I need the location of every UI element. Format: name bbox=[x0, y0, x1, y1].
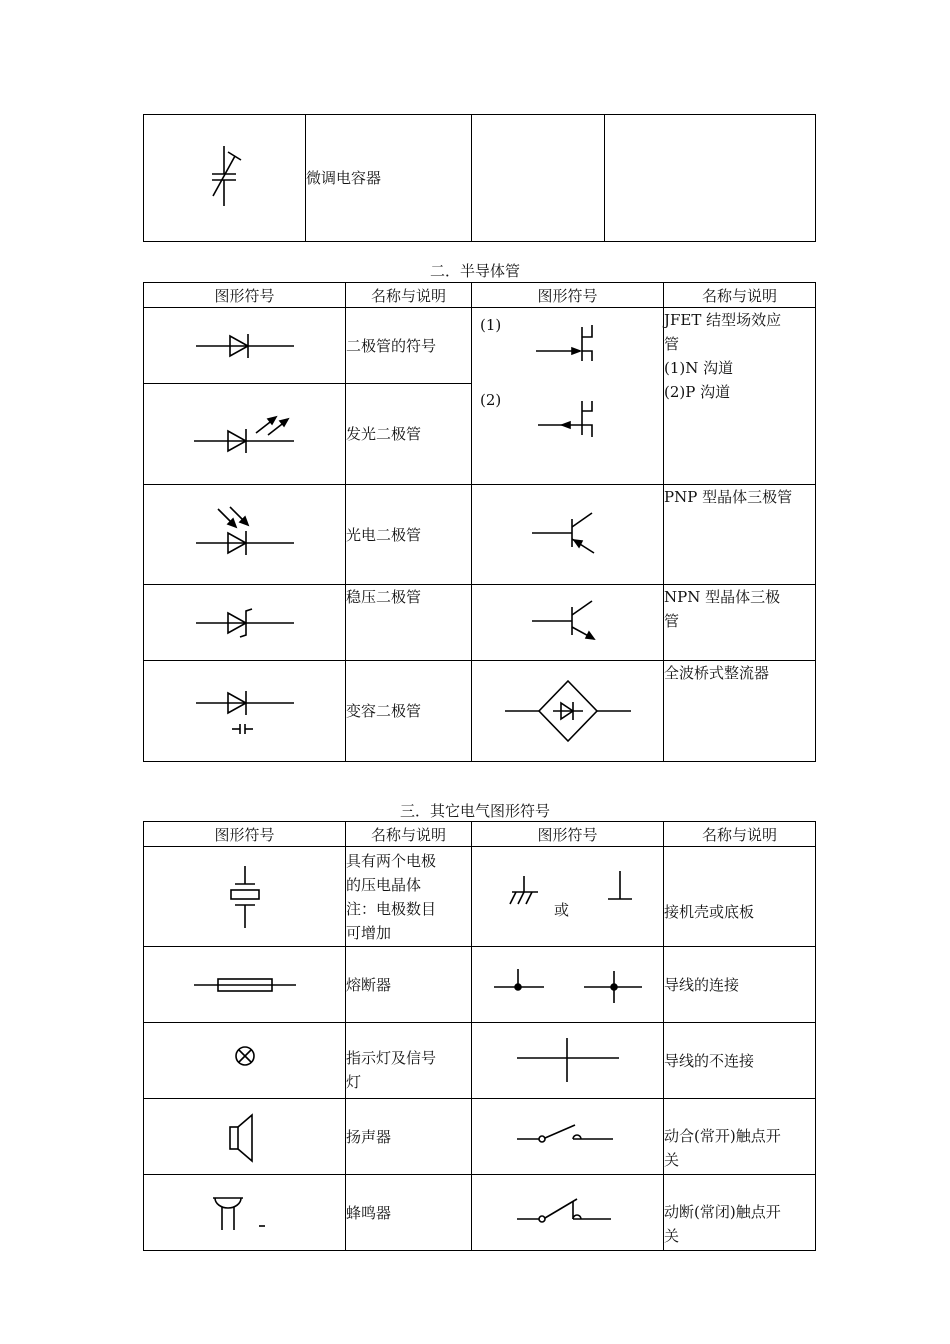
piezo-line2: 的压电晶体 bbox=[346, 875, 422, 894]
lamp-symbol bbox=[144, 1023, 346, 1099]
ground-plate-icon bbox=[600, 867, 640, 907]
led-label: 发光二极管 bbox=[346, 384, 472, 485]
lamp-line1: 指示灯及信号 bbox=[346, 1049, 437, 1067]
jfet-description bbox=[664, 308, 816, 485]
jfet-line1: JFET 结型场效应 bbox=[664, 311, 782, 329]
crossing-symbol bbox=[472, 1023, 664, 1099]
pnp-transistor-icon bbox=[528, 505, 608, 565]
trimmer-capacitor-symbol bbox=[144, 115, 306, 242]
buzzer-symbol bbox=[144, 1175, 346, 1251]
pnp-symbol bbox=[472, 485, 664, 585]
crossing-label: 导线的不连接 bbox=[664, 1023, 816, 1099]
no-switch-label bbox=[664, 1099, 816, 1175]
diode-label: 二极管的符号 bbox=[346, 308, 472, 384]
zener-label: 稳压二极管 bbox=[346, 585, 472, 661]
piezo-label bbox=[346, 847, 472, 947]
led-icon bbox=[190, 409, 300, 459]
photodiode-label: 光电二极管 bbox=[346, 485, 472, 585]
bridge-rectifier-symbol bbox=[472, 661, 664, 762]
photodiode-icon bbox=[190, 505, 300, 565]
npn-transistor-icon bbox=[528, 593, 608, 653]
npn-symbol bbox=[472, 585, 664, 661]
trimmer-capacitor-icon bbox=[195, 138, 255, 218]
ground-or-text: 或 bbox=[554, 901, 570, 919]
nc-switch-symbol bbox=[472, 1175, 664, 1251]
jfet-line2: 管 bbox=[664, 335, 680, 353]
fuse-label: 熔断器 bbox=[346, 947, 472, 1023]
empty-cell bbox=[605, 115, 816, 242]
jfet-line3: (1)N 沟道 bbox=[664, 359, 734, 377]
header-symbol: 图形符号 bbox=[144, 283, 346, 308]
speaker-label: 扬声器 bbox=[346, 1099, 472, 1175]
no-switch-symbol bbox=[472, 1099, 664, 1175]
photodiode-symbol bbox=[144, 485, 346, 585]
header-name: 名称与说明 bbox=[664, 822, 816, 847]
pnp-label: PNP 型晶体三极管 bbox=[664, 485, 816, 585]
nc-switch-label bbox=[664, 1175, 816, 1251]
varactor-label: 变容二极管 bbox=[346, 661, 472, 762]
zener-symbol bbox=[144, 585, 346, 661]
header-symbol: 图形符号 bbox=[472, 822, 664, 847]
buzzer-icon bbox=[205, 1188, 285, 1238]
varactor-icon bbox=[190, 681, 300, 741]
empty-cell bbox=[472, 115, 605, 242]
npn-line1: NPN 型晶体三极 bbox=[664, 588, 781, 606]
varactor-symbol bbox=[144, 661, 346, 762]
wire-junction-icon bbox=[488, 965, 648, 1005]
piezo-line1: 具有两个电极 bbox=[346, 851, 437, 870]
zener-diode-icon bbox=[190, 603, 300, 643]
other-symbols-table bbox=[143, 821, 816, 1251]
header-name: 名称与说明 bbox=[346, 822, 472, 847]
chassis-ground-icon bbox=[506, 872, 546, 912]
indicator-lamp-icon bbox=[230, 1041, 260, 1071]
section2-title: 二．半导体管 bbox=[429, 262, 520, 280]
diode-icon bbox=[190, 326, 300, 366]
piezo-symbol bbox=[144, 847, 346, 947]
ground-symbol bbox=[472, 847, 664, 947]
nc-switch-line2: 关 bbox=[664, 1227, 680, 1245]
led-symbol bbox=[144, 384, 346, 485]
normally-closed-switch-icon bbox=[513, 1193, 623, 1233]
wire-crossing-icon bbox=[513, 1036, 623, 1086]
header-symbol: 图形符号 bbox=[144, 822, 346, 847]
normally-open-switch-icon bbox=[513, 1117, 623, 1157]
no-switch-line1: 动合(常开)触点开 bbox=[664, 1127, 781, 1145]
piezo-line3: 注：电极数目 bbox=[346, 899, 437, 918]
bridge-rectifier-icon bbox=[503, 671, 633, 751]
fuse-icon bbox=[190, 970, 300, 1000]
trimmer-capacitor-label: 微调电容器 bbox=[306, 115, 472, 242]
header-name: 名称与说明 bbox=[346, 283, 472, 308]
nc-switch-line1: 动断(常闭)触点开 bbox=[664, 1203, 781, 1221]
lamp-line2: 灯 bbox=[346, 1073, 362, 1091]
lamp-label bbox=[346, 1023, 472, 1099]
jfet-n-marker: (1) bbox=[480, 316, 502, 334]
diode-symbol bbox=[144, 308, 346, 384]
no-switch-line2: 关 bbox=[664, 1151, 680, 1169]
speaker-symbol bbox=[144, 1099, 346, 1175]
fuse-symbol bbox=[144, 947, 346, 1023]
semiconductor-table bbox=[143, 282, 816, 762]
buzzer-label: 蜂鸣器 bbox=[346, 1175, 472, 1251]
header-name: 名称与说明 bbox=[664, 283, 816, 308]
ground-label: 接机壳或底板 bbox=[664, 847, 816, 947]
speaker-icon bbox=[220, 1109, 270, 1165]
jfet-icon bbox=[532, 313, 602, 443]
bridge-rectifier-label: 全波桥式整流器 bbox=[664, 661, 816, 762]
jfet-p-marker: (2) bbox=[480, 391, 502, 409]
top-table bbox=[143, 114, 816, 242]
npn-label bbox=[664, 585, 816, 661]
piezo-crystal-icon bbox=[215, 862, 275, 932]
section3-title: 三．其它电气图形符号 bbox=[399, 802, 550, 820]
jfet-line4: (2)P 沟道 bbox=[664, 383, 731, 401]
npn-line2: 管 bbox=[664, 612, 680, 630]
jfet-symbol bbox=[472, 308, 664, 485]
junction-label: 导线的连接 bbox=[664, 947, 816, 1023]
junction-symbol bbox=[472, 947, 664, 1023]
header-symbol: 图形符号 bbox=[472, 283, 664, 308]
piezo-line4: 可增加 bbox=[346, 923, 392, 942]
